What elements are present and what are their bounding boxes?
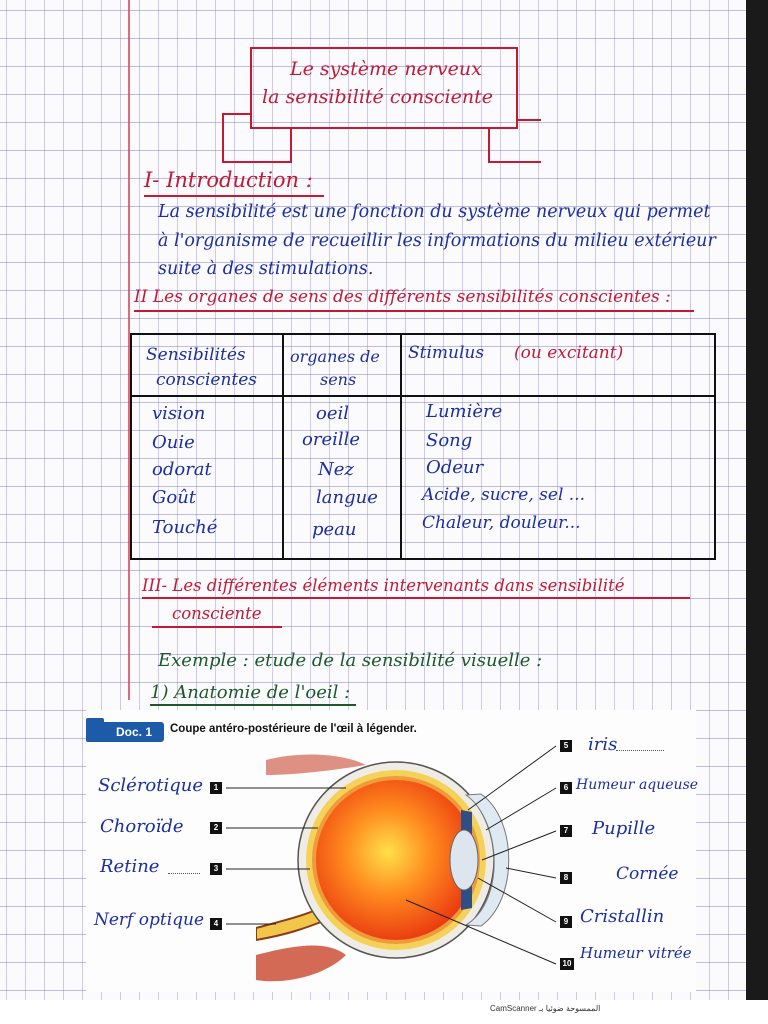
leader-lines <box>86 710 699 992</box>
section3-heading: III- Les différentes éléments intervenants dans sensibilité <box>142 576 625 595</box>
example-underline <box>150 704 356 706</box>
footer-text: CamScanner الممسوحة ضوئيا بـ <box>490 1004 601 1013</box>
table-header-col2-line2: sens <box>320 370 357 389</box>
section3-heading-line2: consciente <box>172 604 262 623</box>
label-text-7: Pupille <box>592 818 656 839</box>
table-cell: Odeur <box>426 457 484 478</box>
intro-text-line3: suite à des stimulations. <box>158 259 374 279</box>
label-number-2: 2 <box>210 822 222 834</box>
table-header-col2: organes de <box>290 347 380 366</box>
table-header-col1-line2: conscientes <box>156 370 258 390</box>
table-header-col3: Stimulus <box>408 343 485 363</box>
table-cell: Song <box>426 430 473 451</box>
label-text-6: Humeur aqueuse <box>576 777 699 793</box>
doc-badge: Doc. 1 <box>94 722 164 742</box>
scan-edge <box>746 0 768 1000</box>
table-cell: Ouie <box>152 432 195 453</box>
intro-text-line1: La sensibilité est une fonction du système nerveux qui permet <box>158 202 711 222</box>
scanner-footer <box>0 1000 768 1024</box>
label-text-8: Cornée <box>616 864 679 884</box>
label-text-3: Retine <box>100 856 160 877</box>
label-number-10: 10 <box>560 958 574 970</box>
section2-underline <box>134 310 694 312</box>
label-number-4: 4 <box>210 918 222 930</box>
label-text-1: Sclérotique <box>98 775 204 796</box>
table-cell: Touché <box>152 517 218 538</box>
section3-underline2 <box>152 626 282 628</box>
title-line2: la sensibilité consciente <box>262 86 493 108</box>
table-cell: peau <box>312 519 357 540</box>
table-cell: Goût <box>152 487 197 508</box>
label-number-8: 8 <box>560 872 572 884</box>
label-text-4: Nerf optique <box>94 910 205 930</box>
label-text-10: Humeur vitrée <box>580 944 692 962</box>
title-line1: Le système nerveux <box>290 58 482 80</box>
label-number-1: 1 <box>210 782 222 794</box>
label-number-5: 5 <box>560 740 572 752</box>
table-cell: vision <box>152 403 206 424</box>
label-number-6: 6 <box>560 782 572 794</box>
label-number-7: 7 <box>560 825 572 837</box>
label-text-5: iris <box>588 734 618 755</box>
section3-underline <box>142 597 690 599</box>
eye-diagram-document <box>86 710 699 992</box>
label-number-9: 9 <box>560 916 572 928</box>
table-cell: Acide, sucre, sel ... <box>422 485 586 505</box>
table-cell: Nez <box>318 459 354 480</box>
label-text-2: Choroïde <box>100 816 184 837</box>
label-text-9: Cristallin <box>580 906 665 927</box>
example-line: Exemple : etude de la sensibilité visuelle : <box>158 650 543 671</box>
table-cell: odorat <box>152 459 212 480</box>
example-subheading: 1) Anatomie de l'oeil : <box>150 682 351 703</box>
table-divider <box>400 335 402 558</box>
section1-underline <box>144 195 324 197</box>
table-cell: oeil <box>316 403 350 424</box>
table-header-col3-paren: (ou excitant) <box>514 343 624 363</box>
table-divider <box>282 335 284 558</box>
table-cell: langue <box>316 487 378 508</box>
table-header-divider <box>132 395 714 397</box>
intro-text-line2: à l'organisme de recueillir les informations du milieu extérieur <box>158 231 716 251</box>
section2-heading: II Les organes de sens des différents sensibilités conscientes : <box>134 287 671 307</box>
senses-table <box>130 333 716 560</box>
table-cell: Chaleur, douleur... <box>422 513 581 533</box>
label-number-3: 3 <box>210 863 222 875</box>
table-cell: Lumière <box>426 401 503 422</box>
doc-caption: Coupe antéro-postérieure de l'œil à légender. <box>170 723 417 735</box>
table-cell: oreille <box>302 429 361 450</box>
section1-heading: I- Introduction : <box>144 168 313 192</box>
table-header-col1: Sensibilités <box>146 345 246 365</box>
